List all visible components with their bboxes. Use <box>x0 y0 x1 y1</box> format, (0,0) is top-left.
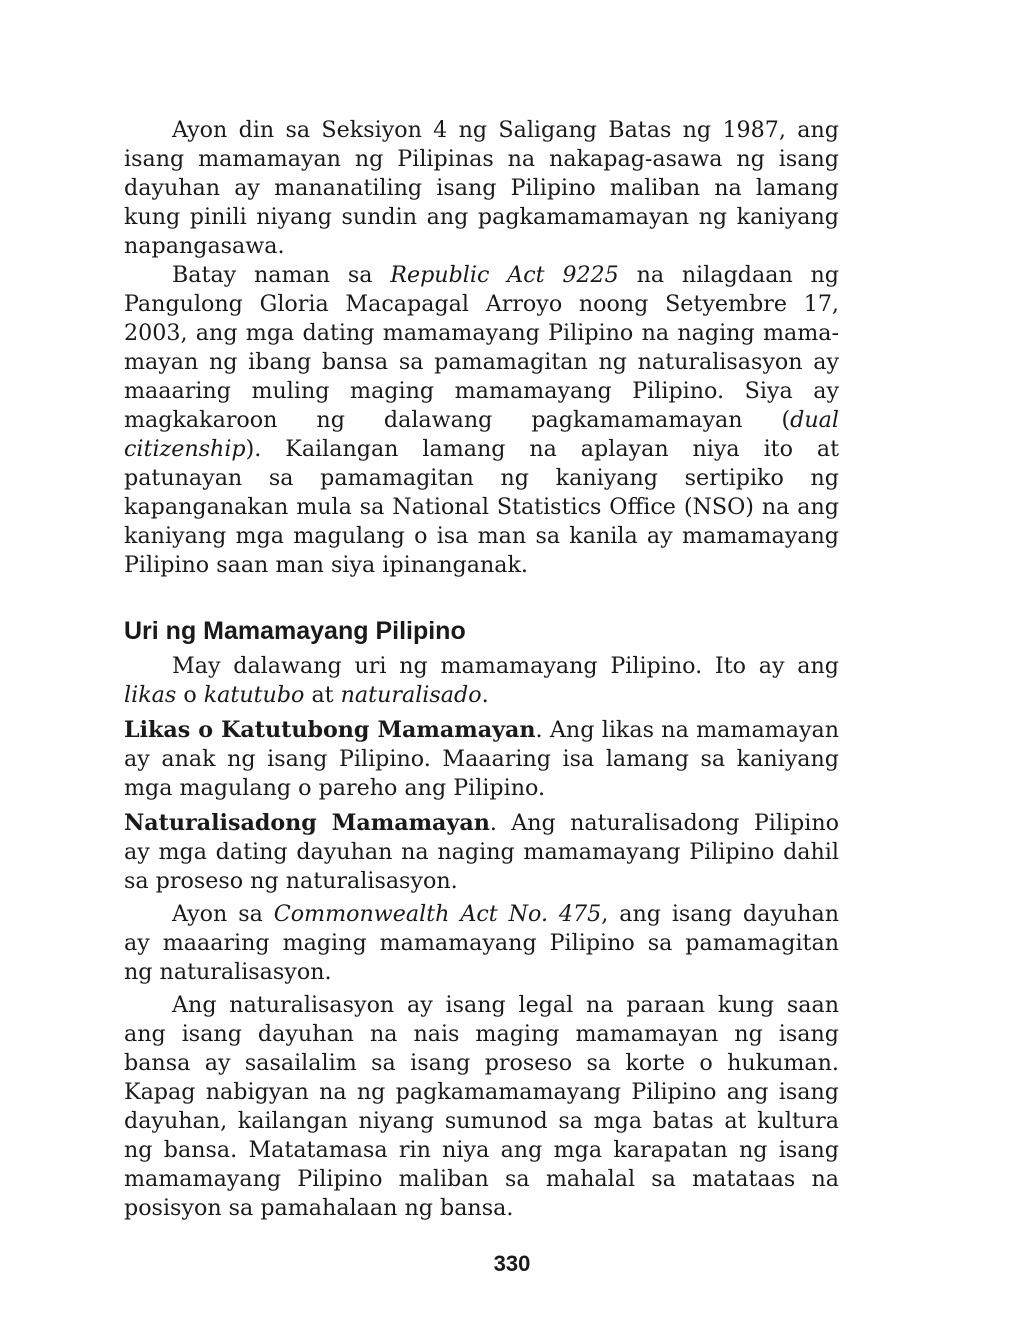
page-body <box>124 116 839 1223</box>
paragraph-naturalisasyon <box>124 991 839 1223</box>
intro-text-c: o <box>176 682 204 708</box>
naturalisado-term: naturalisado <box>340 682 482 708</box>
paragraph-seksiyon-4 <box>124 116 839 261</box>
paragraph-intro <box>124 652 839 710</box>
paragraph-text-c: na nilagdaan ng Pangulong Gloria Macapagal Arroyo noong Setyembre 17, 2003, ang mga dating mamamayang Pilipino na naging mama-mayan ng ibang bansa sa pamamagitan ng naturalisasyon ay maaaring muling maging mamamayang Pilipino. Siya ay magkakaroon ng dalawang pagkamamamayan ( <box>124 262 840 433</box>
definition-likas <box>124 716 839 803</box>
page-number: 330 <box>493 1251 531 1276</box>
section-heading: Uri ng Mamamayang Pilipino <box>124 617 466 645</box>
paragraph-text: Ang naturalisasyon ay isang legal na paraan kung saan ang isang dayuhan na nais maging mamamayan ng isang bansa ay sasailalim sa isang proseso sa korte o hukuman. Kapag nabigyan na ng pagkamamamayang Pilipino ang isang dayuhan, kailangan niyang sumunod sa mga batas at kultura ng bansa. Matatamasa rin niya ang mga karapatan ng isang mamamayang Pilipino maliban sa mahalal sa matataas na posisyon sa pamahalaan ng bansa. <box>124 992 839 1221</box>
intro-text-g: . <box>481 682 489 708</box>
definition-text: . Ang likas na mamamayan ay anak ng isang Pilipino. Maaaring isa lamang sa kaniyang mga magulang o pareho ang Pilipino. <box>124 717 840 801</box>
dual-citizenship-term: dual citizenship <box>124 407 839 462</box>
paragraph-text: Ayon din sa Seksiyon 4 ng Saligang Batas ng 1987, ang isang mamamayan ng Pilipinas na nakapag-asawa ng isang dayuhan ay mananatiling isang Pilipino maliban na lamang kung pinili niyang sundin ang pagkamamamayan ng kaniyang napangasawa. <box>124 117 839 259</box>
likas-term: likas <box>124 682 177 708</box>
katutubo-term: katutubo <box>203 682 305 708</box>
republic-act-title: Republic Act 9225 <box>390 262 619 288</box>
commonwealth-act-title: Commonwealth Act No. 475 <box>273 901 602 927</box>
intro-text-a: May dalawang uri ng mamamayang Pilipino. Ito ay ang <box>172 653 839 679</box>
paragraph-text-a: Ayon sa <box>172 901 274 927</box>
paragraph-text-c: , ang isang dayuhan ay maaaring maging mamamayang Pilipino sa pamamagitan ng naturalisasyon. <box>124 901 839 985</box>
definition-naturalisado <box>124 809 839 896</box>
paragraph-republic-act <box>124 261 839 580</box>
paragraph-commonwealth-act <box>124 900 839 987</box>
paragraph-text-a: Batay naman sa <box>172 262 391 288</box>
definition-text: . Ang naturalisadong Pilipino ay mga dating dayuhan na naging mamamayang Pilipino dahil sa proseso ng naturalisasyon. <box>124 810 839 894</box>
intro-text-e: at <box>304 682 341 708</box>
definition-term: Naturalisadong Mamamayan <box>124 810 490 836</box>
definition-term: Likas o Katutubong Mamamayan <box>124 717 536 743</box>
paragraph-text-e: ). Kailangan lamang na aplayan niya ito at patunayan sa pamamagitan ng kaniyang sertipiko ng kapanganakan mula sa National Statistics Office (NSO) na ang kaniyang mga magulang o isa man sa kanila ay mamamayang Pilipino saan man siya ipinanganak. <box>124 436 839 578</box>
